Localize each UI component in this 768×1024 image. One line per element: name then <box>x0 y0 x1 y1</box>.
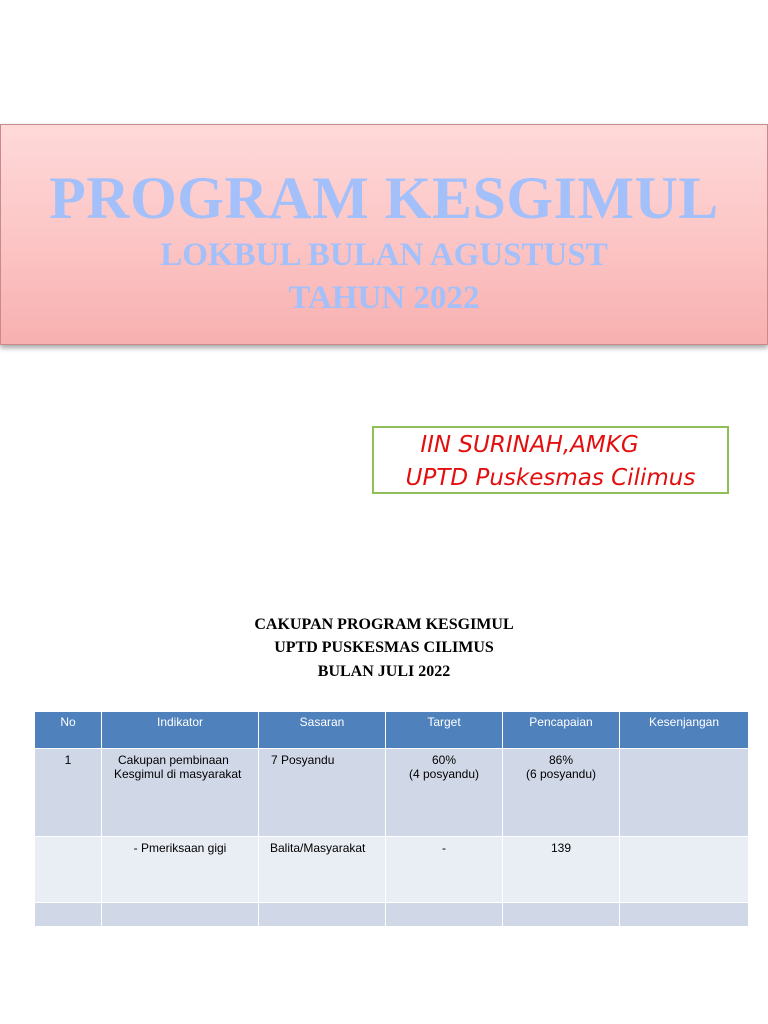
cell-indikator-line1: Cakupan pembinaan <box>118 753 229 767</box>
cell-pencapaian <box>503 749 620 837</box>
cell-sasaran <box>259 837 386 903</box>
cell-target-text: - <box>442 841 446 855</box>
cell-kesenjangan <box>620 749 749 837</box>
cell-indikator <box>102 837 259 903</box>
author-box <box>372 426 729 494</box>
table-header-row <box>35 712 749 749</box>
header-indikator: Indikator <box>102 712 259 749</box>
cell-indikator-line2: Kesgimul di masyarakat <box>114 767 242 781</box>
cell-kesenjangan <box>620 837 749 903</box>
cell-pencapaian <box>503 837 620 903</box>
table-title-line2: UPTD PUSKESMAS CILIMUS <box>274 639 494 656</box>
cell-indikator <box>102 749 259 837</box>
cell-sasaran-text: 7 Posyandu <box>271 753 335 767</box>
cell-empty <box>102 903 259 927</box>
header-pencapaian: Pencapaian <box>503 712 620 749</box>
cell-no-text: 1 <box>64 753 72 767</box>
banner-subtitle-line2: TAHUN 2022 <box>288 280 480 316</box>
banner-subtitle-line1: LOKBUL BULAN AGUSTUST <box>160 237 608 273</box>
cell-empty <box>259 903 386 927</box>
cell-empty <box>386 903 503 927</box>
cell-empty <box>35 903 102 927</box>
cell-target-line2: (4 posyandu) <box>408 767 480 781</box>
cell-target <box>386 749 503 837</box>
table-title-line3: BULAN JULI 2022 <box>317 663 451 680</box>
title-banner <box>0 124 768 345</box>
cell-sasaran-text: Balita/Masyarakat <box>270 841 366 855</box>
table-title-line1: CAKUPAN PROGRAM KESGIMUL <box>254 616 514 633</box>
cell-pencapaian-text: 139 <box>550 841 572 855</box>
table-row <box>35 903 749 927</box>
cell-target-line1: 60% <box>431 753 457 767</box>
banner-title: PROGRAM KESGIMUL <box>49 165 719 231</box>
cell-empty <box>503 903 620 927</box>
cell-empty <box>620 903 749 927</box>
cell-pencapaian-line1: 86% <box>548 753 574 767</box>
cell-pencapaian-line2: (6 posyandu) <box>525 767 597 781</box>
author-institution: UPTD Puskesmas Cilimus <box>405 465 696 491</box>
table-row <box>35 837 749 903</box>
cell-no <box>35 749 102 837</box>
header-no: No <box>35 712 102 749</box>
header-kesenjangan: Kesenjangan <box>620 712 749 749</box>
cell-indikator-text: - Pmeriksaan gigi <box>133 841 227 855</box>
header-sasaran: Sasaran <box>259 712 386 749</box>
cell-no <box>35 837 102 903</box>
cell-sasaran <box>259 749 386 837</box>
author-name: IIN SURINAH,AMKG <box>420 432 639 458</box>
coverage-table <box>34 711 749 927</box>
table-row <box>35 749 749 837</box>
header-target: Target <box>386 712 503 749</box>
cell-target <box>386 837 503 903</box>
